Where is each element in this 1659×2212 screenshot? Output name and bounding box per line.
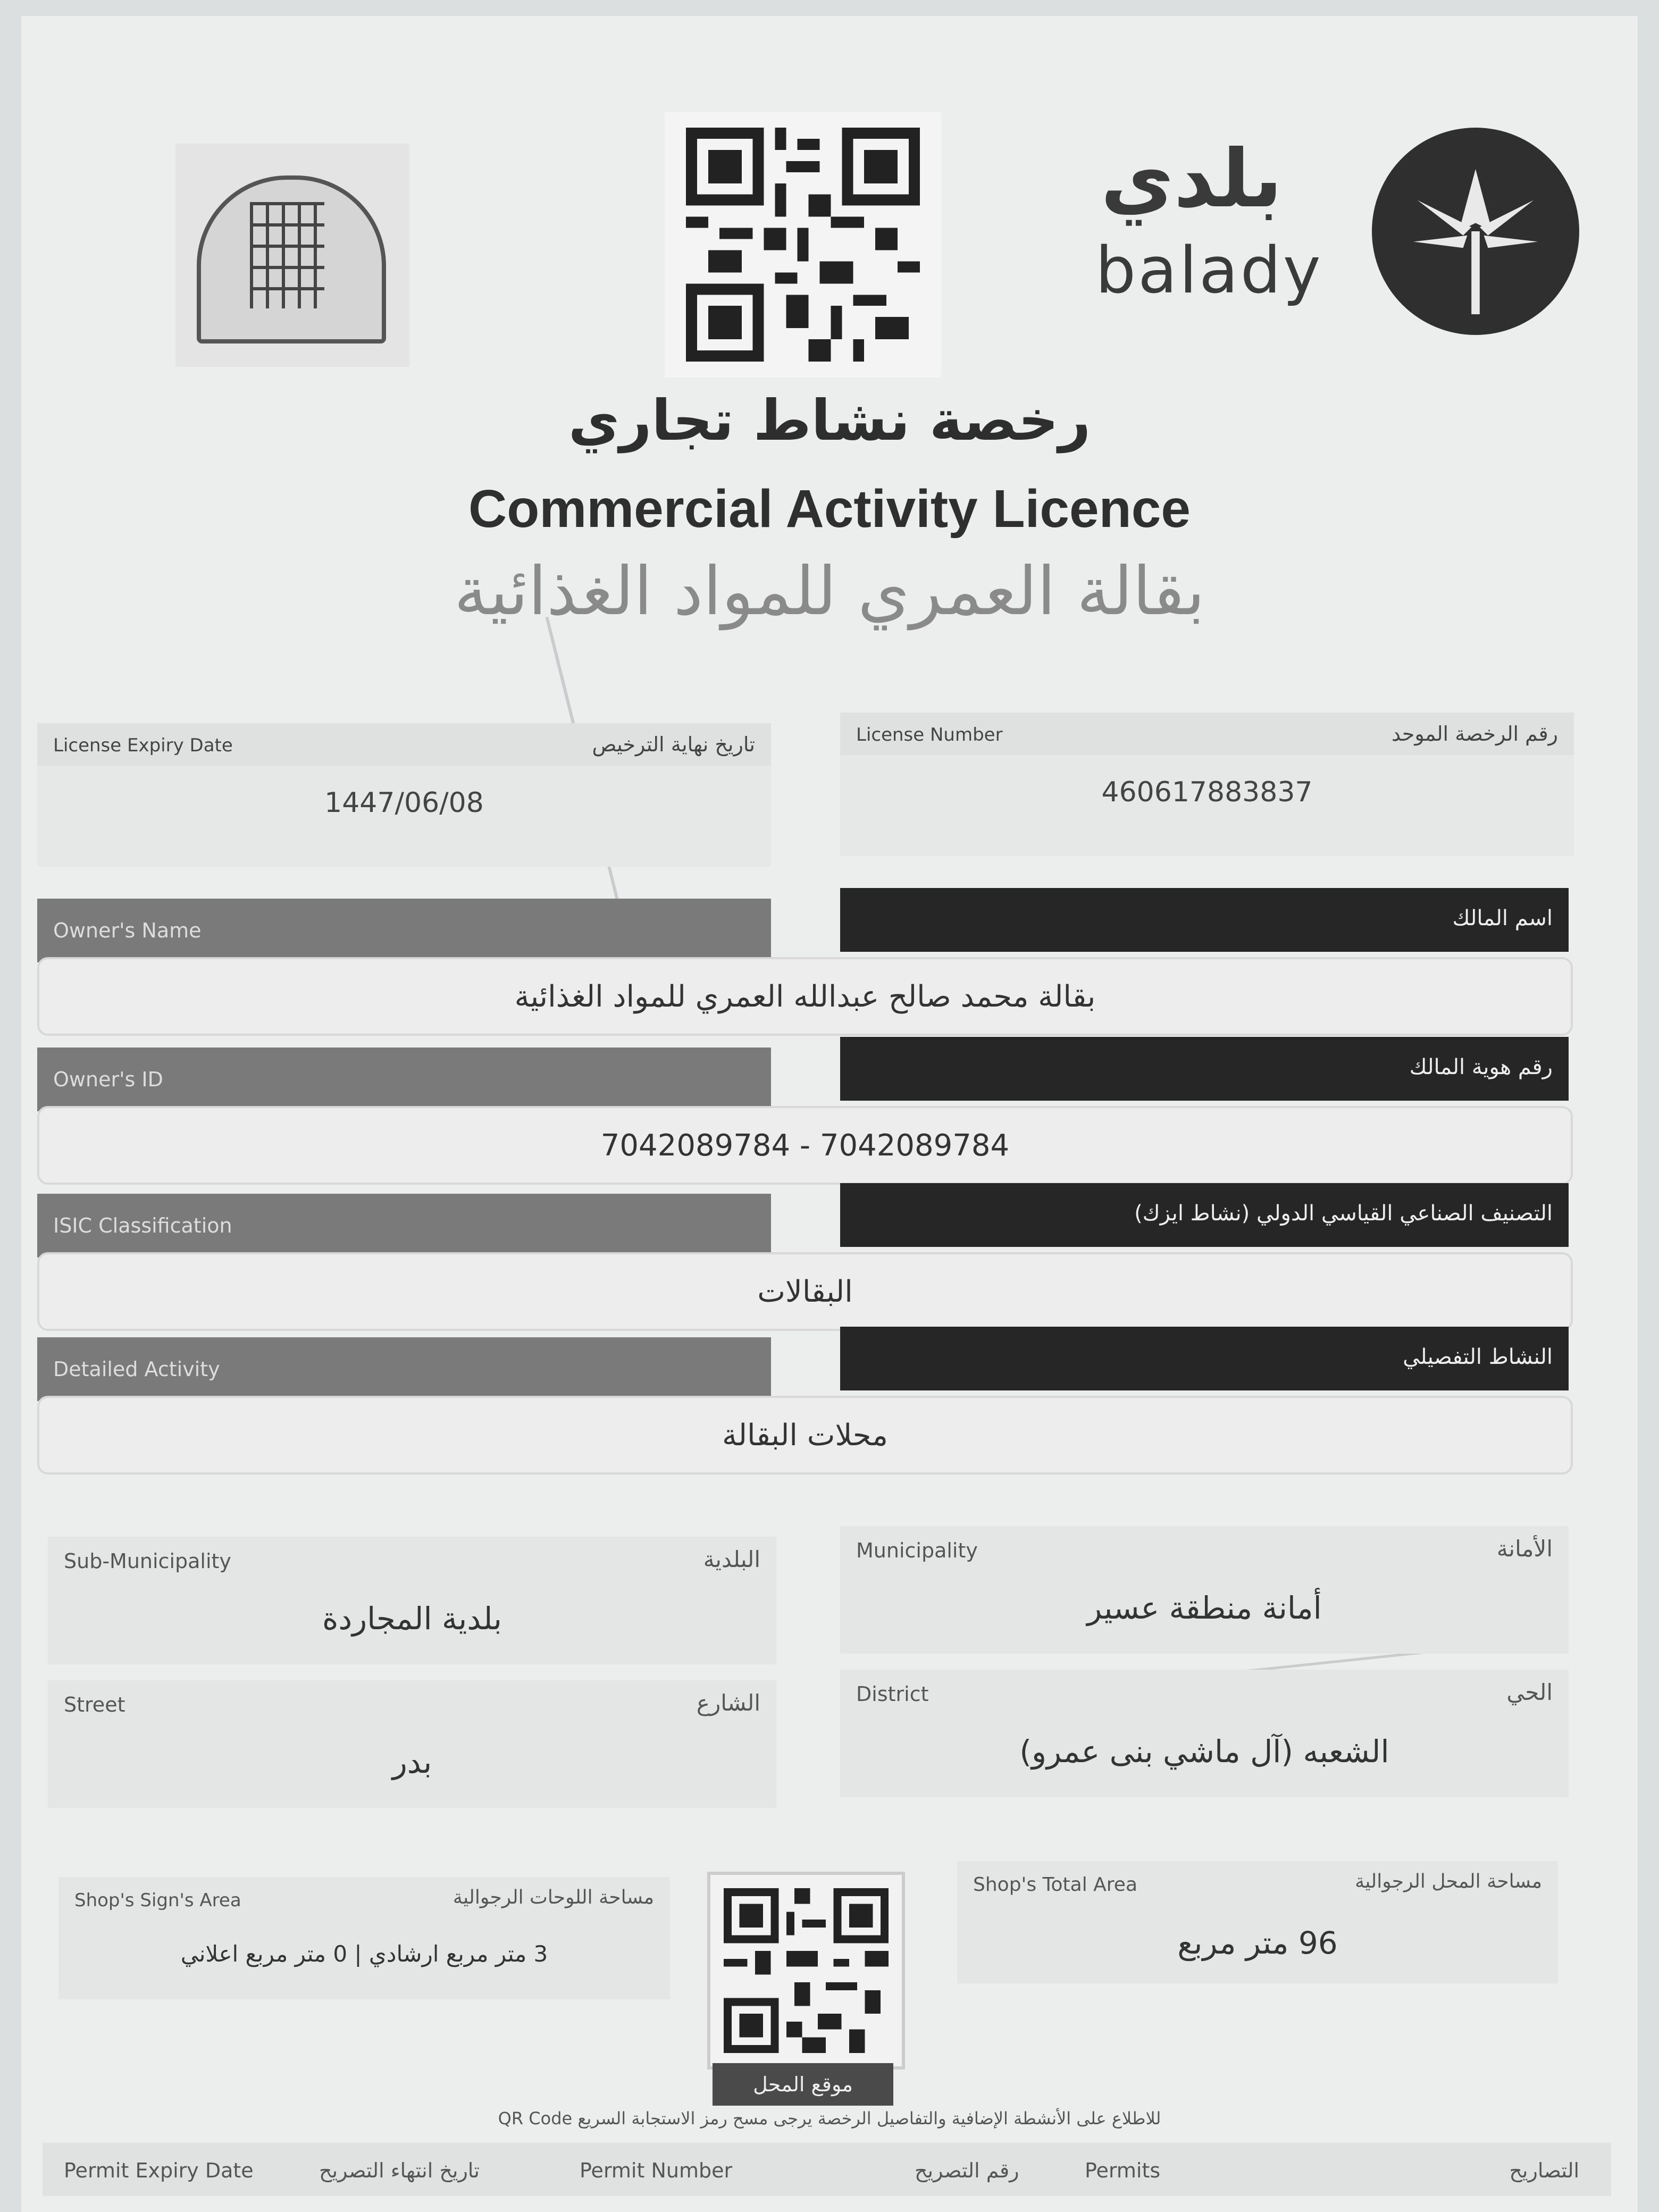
qr-code-icon xyxy=(686,128,920,362)
license-expiry-label-ar: تاريخ نهاية الترخيص xyxy=(592,733,755,756)
location-qr-code[interactable] xyxy=(707,1872,905,2069)
license-expiry-box xyxy=(37,723,771,867)
balady-logo-english: balady xyxy=(1095,234,1323,308)
detailed-activity-value: محلات البقالة xyxy=(722,1418,889,1453)
owner-name-label-en: Owner's Name xyxy=(53,919,202,942)
municipality-logo xyxy=(175,144,409,367)
license-number-label-ar: رقم الرخصة الموحد xyxy=(1391,722,1558,745)
district-value: الشعبه (آل ماشي بنى عمرو) xyxy=(1019,1733,1389,1770)
isic-label-ar: التصنيف الصناعي القياسي الدولي (نشاط ايزك) xyxy=(1134,1201,1553,1226)
isic-label-en-bar xyxy=(37,1194,771,1258)
total-area-label-ar: مساحة المحل الرجوالية xyxy=(1355,1871,1542,1892)
owner-name-label-en-bar xyxy=(37,899,771,962)
detailed-activity-field xyxy=(37,1396,1573,1474)
district-box xyxy=(840,1670,1569,1797)
building-icon xyxy=(250,202,324,308)
qr-footnote: للاطلاع على الأنشطة الإضافية والتفاصيل الرخصة يرجى مسح رمز الاستجابة السريع QR Code xyxy=(498,2108,1161,2129)
detailed-activity-label-ar-bar xyxy=(840,1327,1569,1390)
isic-field xyxy=(37,1252,1573,1331)
license-expiry-value: 1447/06/08 xyxy=(324,787,484,819)
balady-logo-arabic: بلدي xyxy=(1101,133,1283,225)
palm-logo-icon xyxy=(1372,128,1579,335)
sub-municipality-label-ar: البلدية xyxy=(703,1546,760,1572)
municipality-box xyxy=(840,1526,1569,1654)
signs-area-value: 3 متر مربع ارشادي | 0 متر مربع اعلاني xyxy=(180,1941,548,1967)
owner-name-label-ar-bar xyxy=(840,888,1569,952)
qr-code-icon xyxy=(724,1888,889,2053)
detailed-activity-label-ar: النشاط التفصيلي xyxy=(1403,1345,1553,1369)
owner-id-value: 7042089784 - 7042089784 xyxy=(600,1128,1010,1163)
license-number-header xyxy=(840,713,1574,755)
license-number-value: 460617883837 xyxy=(1101,776,1313,808)
owner-id-label-ar: رقم هوية المالك xyxy=(1409,1055,1553,1079)
license-expiry-header xyxy=(37,723,771,766)
total-area-box xyxy=(957,1861,1558,1983)
shop-name: بقالة العمري للمواد الغذائية xyxy=(454,553,1205,630)
permits-label-ar: التصاريح xyxy=(1509,2159,1579,2182)
owner-name-field xyxy=(37,957,1573,1036)
street-box xyxy=(48,1680,776,1808)
owner-id-label-en-bar xyxy=(37,1048,771,1111)
municipality-value: أمانة منطقة عسير xyxy=(1087,1590,1322,1626)
total-area-label-en: Shop's Total Area xyxy=(973,1874,1138,1896)
street-label-ar: الشارع xyxy=(696,1690,760,1716)
total-area-value: 96 متر مربع xyxy=(1177,1925,1338,1961)
street-value: بدر xyxy=(392,1744,432,1780)
title-arabic: رخصة نشاط تجاري xyxy=(568,388,1091,453)
license-number-label-en: License Number xyxy=(856,724,1003,745)
permit-number-label-ar: رقم التصريح xyxy=(915,2159,1019,2182)
permit-expiry-label-en: Permit Expiry Date xyxy=(64,2159,254,2182)
municipality-label-en: Municipality xyxy=(856,1539,978,1562)
signs-area-label-en: Shop's Sign's Area xyxy=(74,1890,241,1911)
permits-bar xyxy=(43,2143,1611,2196)
detailed-activity-label-en: Detailed Activity xyxy=(53,1358,220,1381)
top-qr-code[interactable] xyxy=(665,112,941,378)
sub-municipality-value: بلدية المجاردة xyxy=(322,1601,502,1637)
isic-value: البقالات xyxy=(757,1275,853,1309)
permit-expiry-label-ar: تاريخ انتهاء التصريح xyxy=(319,2159,480,2182)
signs-area-label-ar: مساحة اللوحات الرجوالية xyxy=(453,1887,654,1908)
sub-municipality-box xyxy=(48,1537,776,1664)
isic-label-ar-bar xyxy=(840,1183,1569,1247)
license-expiry-label-en: License Expiry Date xyxy=(53,735,233,756)
owner-id-field xyxy=(37,1106,1573,1185)
permits-label-en: Permits xyxy=(1085,2159,1161,2182)
permit-number-label-en: Permit Number xyxy=(580,2159,733,2182)
sub-municipality-label-en: Sub-Municipality xyxy=(64,1549,231,1573)
district-label-ar: الحي xyxy=(1506,1679,1553,1705)
owner-id-label-ar-bar xyxy=(840,1037,1569,1101)
detailed-activity-label-en-bar xyxy=(37,1337,771,1401)
isic-label-en: ISIC Classification xyxy=(53,1214,232,1237)
owner-name-value: بقالة محمد صالح عبدالله العمري للمواد الغذائية xyxy=(514,979,1096,1014)
store-location-button[interactable]: موقع المحل xyxy=(713,2063,893,2106)
signs-area-box xyxy=(58,1877,670,1999)
street-label-en: Street xyxy=(64,1693,125,1716)
municipality-label-ar: الأمانة xyxy=(1496,1536,1553,1562)
owner-name-label-ar: اسم المالك xyxy=(1452,906,1553,931)
license-number-box xyxy=(840,713,1574,856)
owner-id-label-en: Owner's ID xyxy=(53,1068,163,1091)
title-english: Commercial Activity Licence xyxy=(468,479,1191,539)
district-label-en: District xyxy=(856,1682,929,1706)
